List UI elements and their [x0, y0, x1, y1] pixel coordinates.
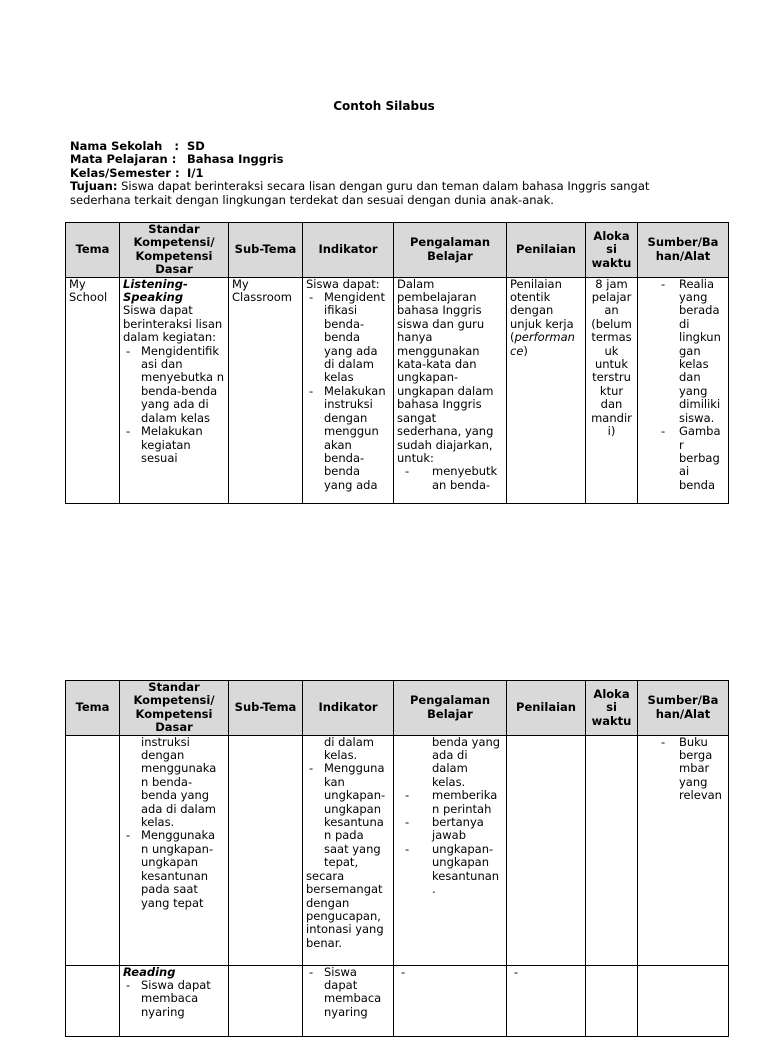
list-item: - memberika n perintah [397, 789, 503, 816]
sk-list [123, 736, 225, 910]
sumber-list [641, 278, 725, 493]
indikator-text: secara bersemangat dengan pengucapan, intonasi yang benar. [306, 868, 384, 950]
mata-pelajaran-label: Mata Pelajaran : [70, 152, 177, 167]
kelas-semester-value: I/1 [187, 165, 204, 180]
cell-alokasi [586, 965, 638, 1036]
cell-sumber [638, 277, 729, 503]
tujuan-text: Siswa dapat berinteraksi secara lisan dengan guru dan teman dalam bahasa Inggris sangat sederhana terkait dengan lingkungan terdekat dan sesuai dengan dunia anak-anak. [70, 179, 650, 207]
cell-indikator [303, 735, 394, 965]
cell-penilaian [507, 277, 586, 503]
list-item: - Menggunaka n ungkapan-ungkapan kesantunan pada saat yang tepat [123, 829, 225, 909]
cell-standar [120, 277, 229, 503]
list-item: - Siswa dapat membaca nyaring [123, 979, 225, 1019]
list-item: - Gamba r berbag ai benda [641, 425, 725, 492]
indikator-list [306, 291, 390, 492]
meta-row-sekolah [70, 140, 710, 153]
tujuan-paragraph [70, 180, 710, 207]
header-indikator: Indikator [303, 681, 394, 736]
header-tema: Tema [66, 223, 120, 278]
cell-subtema [229, 735, 303, 965]
cell-alokasi: 8 jam pelajar an (belum termas uk untuk terstru ktur dan mandir i) [586, 277, 638, 503]
header-pengalaman: Pengalaman Belajar [394, 681, 507, 736]
list-item: - Melakukan kegiatan sesuai [123, 425, 225, 465]
header-subtema: Sub-Tema [229, 223, 303, 278]
header-penilaian: Penilaian [507, 223, 586, 278]
cell-penilaian [507, 735, 586, 965]
indikator-intro: Siswa dapat: [306, 277, 380, 291]
table-row [66, 735, 729, 965]
cell-alokasi [586, 735, 638, 965]
sk-heading: Listening-Speaking [123, 277, 188, 305]
cell-subtema: My Classroom [229, 277, 303, 503]
nama-sekolah-value: SD [187, 139, 205, 153]
cell-pengalaman [394, 965, 507, 1036]
header-standar: Standar Kompetensi/ Kompetensi Dasar [120, 681, 229, 736]
reading-pengalaman: - [401, 965, 406, 979]
sk-list [123, 345, 225, 466]
list-item: - Siswa dapat membaca nyaring [306, 966, 390, 1020]
list-item-text: instruksi dengan menggunaka n benda-benda yang ada di dalam kelas. [141, 735, 217, 830]
list-item: - Buku berga mbar yang relevan [641, 736, 725, 803]
header-alokasi: Aloka si waktu [586, 681, 638, 736]
indikator-list [306, 736, 390, 870]
table-header-row [66, 223, 729, 278]
list-item: di dalam kelas. [324, 735, 374, 763]
list-item [123, 736, 225, 830]
syllabus-meta [70, 140, 710, 207]
tujuan-label: Tujuan: [70, 179, 118, 194]
penilaian-text: Penilaian otentik dengan unjuk kerja ( [510, 277, 574, 345]
header-subtema: Sub-Tema [229, 681, 303, 736]
list-item: benda yang ada di dalam kelas. [432, 735, 501, 789]
sk-text: Siswa dapat berinteraksi lisan dalam kegiatan: [123, 303, 223, 345]
meta-row-mapel [70, 153, 710, 166]
cell-sumber [638, 965, 729, 1036]
page-title: Contoh Silabus [333, 99, 435, 113]
penilaian-italic: performan ce [510, 330, 575, 358]
header-penilaian: Penilaian [507, 681, 586, 736]
table-header-row [66, 681, 729, 736]
header-sumber: Sumber/Ba han/Alat [638, 681, 729, 736]
pengalaman-list [397, 465, 503, 492]
list-item: - Melakukan instruksi dengan menggun akan benda-benda yang ada [306, 385, 390, 492]
reading-sk-list [123, 979, 225, 1019]
mata-pelajaran-value: Bahasa Inggris [187, 152, 284, 167]
cell-tema [66, 965, 120, 1036]
list-item: - Realia yang berada di lingkun gan kelas dan yang dimiliki siswa. [641, 278, 725, 425]
cell-subtema [229, 965, 303, 1036]
cell-penilaian [507, 965, 586, 1036]
pengalaman-list [397, 736, 503, 897]
table-row [66, 965, 729, 1036]
cell-sumber [638, 735, 729, 965]
header-indikator: Indikator [303, 223, 394, 278]
penilaian-close: ) [523, 343, 528, 358]
cell-tema [66, 735, 120, 965]
header-sumber: Sumber/Ba han/Alat [638, 223, 729, 278]
reading-penilaian: - [514, 965, 519, 979]
cell-standar [120, 965, 229, 1036]
reading-heading: Reading [123, 965, 176, 979]
kelas-semester-label: Kelas/Semester : [70, 165, 180, 180]
header-alokasi: Aloka si waktu [586, 223, 638, 278]
cell-pengalaman [394, 735, 507, 965]
pengalaman-text: Dalam pembelajaran bahasa Inggris siswa dan guru hanya menggunakan kata-kata dan ungkapan-ungkapan dalam bahasa Inggris sangat sederhana, yang sudah diajarkan, untuk: [397, 277, 494, 465]
list-item: - Mengident ifikasi benda-benda yang ada di dalam kelas [306, 291, 390, 385]
cell-standar [120, 735, 229, 965]
syllabus-table-1 [65, 222, 729, 504]
header-standar: Standar Kompetensi/ Kompetensi Dasar [120, 223, 229, 278]
list-item: - Mengguna kan ungkapan-ungkapan kesantuna n pada saat yang tepat, [306, 762, 390, 869]
table-row [66, 277, 729, 503]
cell-indikator [303, 277, 394, 503]
sumber-list [641, 736, 725, 803]
syllabus-table-2 [65, 680, 729, 1037]
list-item: - menyebutk an benda- [397, 465, 503, 492]
list-item: - bertanya jawab [397, 816, 503, 843]
header-pengalaman: Pengalaman Belajar [394, 223, 507, 278]
list-item: - Mengidentifik asi dan menyebutka n benda-benda yang ada di dalam kelas [123, 345, 225, 425]
reading-indikator-list [306, 966, 390, 1020]
header-tema: Tema [66, 681, 120, 736]
nama-sekolah-label: Nama Sekolah : [70, 139, 179, 153]
cell-indikator [303, 965, 394, 1036]
list-item: - ungkapan-ungkapan kesantunan . [397, 843, 503, 897]
cell-pengalaman [394, 277, 507, 503]
meta-row-kelas [70, 167, 710, 180]
cell-tema: My School [66, 277, 120, 503]
